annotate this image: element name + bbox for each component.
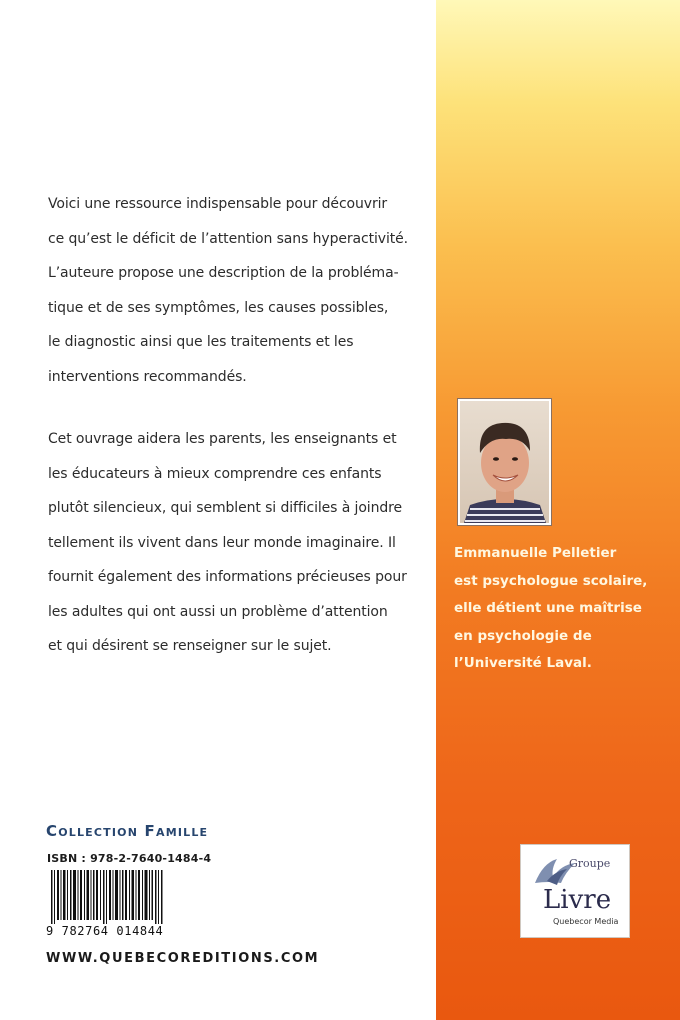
author-portrait-image bbox=[460, 401, 549, 523]
logo-tagline-text: Quebecor Media bbox=[553, 917, 619, 926]
text-line: les adultes qui ont aussi un problème d’attention bbox=[48, 603, 388, 620]
text-line: fournit également des informations précieuses pour bbox=[48, 569, 407, 585]
logo-livre-text: Livre bbox=[543, 885, 612, 915]
text-line: tellement ils vivent dans leur monde imaginaire. Il bbox=[48, 534, 396, 551]
text-line: interventions recommandés. bbox=[48, 368, 247, 385]
barcode-digits: 9 782764 014844 bbox=[46, 924, 168, 938]
bio-line: l’Université Laval. bbox=[454, 655, 592, 671]
text-line: plutôt silencieux, qui semblent si difficiles à joindre bbox=[48, 500, 402, 516]
text-line: les éducateurs à mieux comprendre ces enfants bbox=[48, 465, 382, 482]
bio-line: en psychologie de bbox=[454, 627, 592, 644]
author-bio bbox=[454, 540, 674, 678]
text-line: Cet ouvrage aidera les parents, les enseignants et bbox=[48, 431, 397, 447]
barcode-bars bbox=[47, 870, 167, 926]
text-line: ce qu’est le déficit de l’attention sans hyperactivité. bbox=[48, 230, 409, 247]
logo-groupe-text: Groupe bbox=[569, 857, 611, 870]
text-line: et qui désirent se renseigner sur le sujet. bbox=[48, 638, 332, 654]
collection-title-text: Collection Famille bbox=[46, 822, 209, 840]
description-paragraph-2 bbox=[48, 422, 428, 664]
publisher-website: WWW.QUEBECOREDITIONS.COM bbox=[46, 951, 320, 966]
text-line: L’auteure propose une description de la probléma- bbox=[48, 265, 399, 281]
bio-line: elle détient une maîtrise bbox=[454, 600, 642, 616]
text-line: tique et de ses symptômes, les causes possibles, bbox=[48, 299, 389, 316]
description-paragraph-1 bbox=[48, 187, 428, 394]
isbn-label: ISBN : 978-2-7640-1484-4 bbox=[47, 852, 212, 865]
text-line: le diagnostic ainsi que les traitements et les bbox=[48, 334, 354, 350]
author-photo bbox=[457, 398, 552, 526]
bio-line: est psychologue scolaire, bbox=[454, 572, 648, 589]
bio-line: Emmanuelle Pelletier bbox=[454, 545, 617, 561]
text-line: Voici une ressource indispensable pour découvrir bbox=[48, 196, 388, 212]
publisher-logo bbox=[520, 844, 630, 938]
collection-title bbox=[46, 822, 208, 840]
